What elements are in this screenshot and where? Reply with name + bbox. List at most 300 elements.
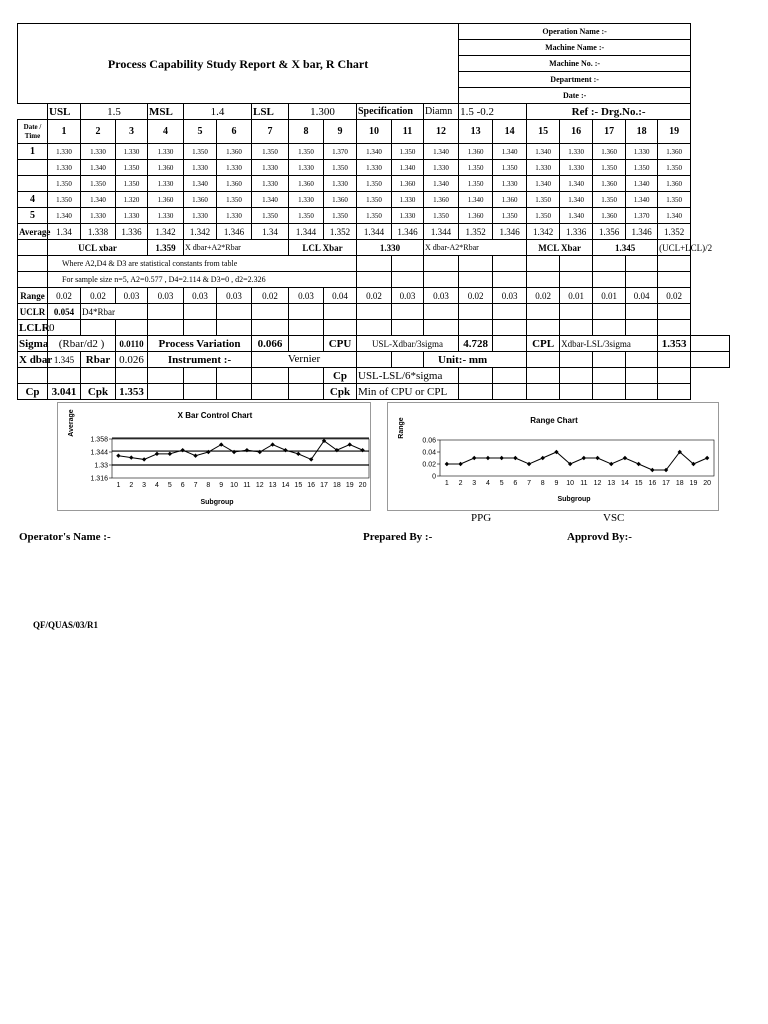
- reading-cell: 1.360: [324, 192, 357, 208]
- reading-cell: 1.340: [252, 192, 289, 208]
- reading-cell: 1.350: [116, 160, 148, 176]
- reading-cell: 1.330: [324, 176, 357, 192]
- range-data-point: [445, 462, 449, 466]
- range-data-point: [499, 456, 503, 460]
- cpu-formula: USL-Xdbar/3sigma: [357, 336, 459, 352]
- reading-row: [18, 192, 730, 208]
- doc-code: QF/QUAS/03/R1: [33, 620, 99, 630]
- range-chart: [387, 402, 719, 511]
- xbar-data-point: [129, 455, 133, 459]
- range-cell: 0.03: [148, 288, 184, 304]
- reading-cell: 1.350: [116, 176, 148, 192]
- average-cell: 1.344: [424, 224, 459, 240]
- spec-name: Diamn: [424, 104, 459, 120]
- reading-row-label: 4: [18, 192, 48, 208]
- xbar-x-tick-label: 1: [116, 482, 121, 489]
- department: Department :-: [459, 72, 691, 88]
- reading-cell: 1.350: [289, 144, 324, 160]
- range-x-tick-label: 11: [580, 480, 588, 487]
- range-cell: 0.01: [560, 288, 593, 304]
- average-cell: 1.346: [217, 224, 252, 240]
- lcl-xbar-label: LCL Xbar: [289, 240, 357, 256]
- average-cell: 1.352: [324, 224, 357, 240]
- reading-cell: 1.330: [217, 208, 252, 224]
- reading-cell: 1.330: [184, 160, 217, 176]
- reading-cell: 1.360: [658, 144, 691, 160]
- range-data-point: [527, 462, 531, 466]
- reading-row-label: [18, 176, 48, 192]
- reading-cell: 1.350: [392, 144, 424, 160]
- reading-cell: 1.360: [493, 192, 527, 208]
- range-y-tick-label: 0.04: [422, 449, 436, 457]
- range-chart-xlabel: Subgroup: [557, 496, 591, 503]
- xbar-data-point: [283, 448, 287, 452]
- range-data-point: [636, 462, 640, 466]
- cpl-label: CPL: [527, 336, 560, 352]
- range-data-point: [609, 462, 613, 466]
- cpk-formula: Min of CPU or CPL: [357, 384, 459, 400]
- msl-value: 1.4: [184, 104, 252, 120]
- xbar-x-tick-label: 6: [180, 482, 185, 489]
- xbar-x-tick-label: 9: [219, 482, 224, 489]
- xdbar-label: X dbar: [19, 353, 53, 366]
- reading-cell: 1.350: [527, 208, 560, 224]
- subgroup-header: 18: [626, 120, 658, 144]
- reading-cell: 1.330: [48, 144, 81, 160]
- reading-cell: 1.330: [148, 176, 184, 192]
- xdbar-value: 1.345: [48, 352, 81, 368]
- subgroup-header: 3: [116, 120, 148, 144]
- range-cell: 0.02: [357, 288, 392, 304]
- uclr-value: 0.054: [48, 304, 81, 320]
- capability-table: [17, 23, 730, 400]
- range-data-point: [705, 456, 709, 460]
- reading-cell: 1.350: [357, 176, 392, 192]
- uclr-formula: D4*Rbar: [81, 304, 148, 320]
- xbar-x-tick-label: 20: [358, 482, 367, 489]
- xbar-x-tick-label: 14: [281, 482, 290, 489]
- reading-cell: 1.330: [527, 160, 560, 176]
- xbar-x-tick-label: 5: [167, 482, 172, 489]
- process-variation-value: 0.066: [252, 336, 289, 352]
- average-cell: 1.344: [289, 224, 324, 240]
- range-y-tick-label: 0.02: [422, 461, 436, 469]
- reading-cell: 1.330: [252, 176, 289, 192]
- process-variation-label: Process Variation: [148, 336, 252, 352]
- xbar-x-tick-label: 12: [255, 482, 264, 489]
- subgroup-header: 9: [324, 120, 357, 144]
- reading-cell: 1.340: [626, 192, 658, 208]
- cp-label-right: Cp: [324, 368, 357, 384]
- sigma-value: 0.0110: [116, 336, 148, 352]
- range-x-tick-label: 1: [444, 480, 449, 487]
- xbar-x-tick-label: 15: [294, 482, 303, 489]
- reading-row-label: [18, 160, 48, 176]
- instrument-label: Instrument :-: [148, 352, 252, 368]
- sigma-label: Sigma: [19, 337, 49, 350]
- cp-label: Cp: [18, 384, 48, 400]
- subgroup-header: 11: [392, 120, 424, 144]
- xbar-chart-ylabel: Average: [68, 409, 75, 437]
- mcl-formula: (UCL+LCL)/2: [658, 240, 691, 256]
- range-cell: 0.03: [184, 288, 217, 304]
- subgroup-header: 17: [593, 120, 626, 144]
- usl-label: USL: [48, 104, 81, 120]
- sample-size-note: For sample size n=5, A2=0.577 , D4=2.114 & D3=0 , d2=2.326: [48, 272, 357, 288]
- reading-cell: 1.350: [217, 192, 252, 208]
- machine-no: Machine No. :-: [459, 56, 691, 72]
- average-cell: 1.352: [658, 224, 691, 240]
- reading-cell: 1.350: [357, 208, 392, 224]
- xbar-x-tick-label: 13: [268, 482, 277, 489]
- vsc-label: VSC: [603, 512, 625, 524]
- xbar-y-tick-label: 1.344: [90, 449, 108, 457]
- reading-cell: 1.330: [81, 144, 116, 160]
- average-cell: 1.336: [560, 224, 593, 240]
- xbar-data-point: [296, 452, 300, 456]
- reading-cell: 1.370: [324, 144, 357, 160]
- cpu-value: 4.728: [459, 336, 493, 352]
- ref-drg-no: Ref :- Drg.No.:-: [527, 104, 691, 120]
- xbar-data-point: [168, 452, 172, 456]
- mcl-xbar-label: MCL Xbar: [527, 240, 593, 256]
- xbar-y-tick-label: 1.316: [90, 475, 108, 483]
- xbar-data-point: [245, 448, 249, 452]
- reading-cell: 1.360: [658, 176, 691, 192]
- reading-cell: 1.330: [560, 160, 593, 176]
- rbar-label: Rbar: [81, 352, 116, 368]
- range-cell: 0.04: [324, 288, 357, 304]
- subgroup-header: 15: [527, 120, 560, 144]
- xbar-data-point: [206, 450, 210, 454]
- reading-cell: 1.360: [593, 144, 626, 160]
- prepared-by: Prepared By :-: [363, 531, 433, 543]
- reading-cell: 1.350: [289, 208, 324, 224]
- ppg-label: PPG: [471, 512, 492, 524]
- range-chart-svg: [388, 403, 718, 510]
- xbar-chart-xlabel: Subgroup: [200, 499, 234, 506]
- average-cell: 1.342: [527, 224, 560, 240]
- range-data-point: [650, 468, 654, 472]
- spec-label: Specification: [357, 104, 424, 120]
- average-cell: 1.338: [81, 224, 116, 240]
- average-cell: 1.356: [593, 224, 626, 240]
- uclr-label: UCLR: [18, 304, 48, 320]
- reading-cell: 1.330: [252, 160, 289, 176]
- cpl-value: 1.353: [658, 336, 691, 352]
- range-x-tick-label: 16: [648, 480, 657, 487]
- average-cell: 1.342: [148, 224, 184, 240]
- average-cell: 1.336: [116, 224, 148, 240]
- lcl-formula: X dbar-A2*Rbar: [424, 240, 527, 256]
- subgroup-header: 12: [424, 120, 459, 144]
- range-x-tick-label: 12: [593, 480, 602, 487]
- range-cell: 0.02: [527, 288, 560, 304]
- xbar-data-point: [232, 450, 236, 454]
- reading-cell: 1.340: [392, 160, 424, 176]
- cp-value: 3.041: [48, 384, 81, 400]
- range-data-point: [513, 456, 517, 460]
- rbar-value: 0.026: [116, 352, 148, 368]
- xbar-data-point: [219, 442, 223, 446]
- range-x-tick-label: 2: [458, 480, 463, 487]
- xbar-x-tick-label: 18: [332, 482, 341, 489]
- range-cell: 0.02: [48, 288, 81, 304]
- xbar-x-tick-label: 11: [243, 482, 251, 489]
- reading-cell: 1.330: [392, 192, 424, 208]
- operation-name: Operation Name :-: [459, 24, 691, 40]
- xbar-plot-area: [112, 439, 369, 478]
- sigma-formula: (Rbar/d2 ): [48, 336, 116, 352]
- reading-cell: 1.330: [392, 208, 424, 224]
- range-data-point: [472, 456, 476, 460]
- reading-cell: 1.350: [48, 192, 81, 208]
- reading-cell: 1.330: [148, 208, 184, 224]
- lcl-xbar-value: 1.330: [357, 240, 424, 256]
- xbar-data-point: [258, 450, 262, 454]
- xbar-x-tick-label: 4: [155, 482, 159, 489]
- xbar-data-point: [180, 448, 184, 452]
- reading-cell: 1.350: [184, 144, 217, 160]
- reading-cell: 1.340: [424, 176, 459, 192]
- range-cell: 0.02: [459, 288, 493, 304]
- average-cell: 1.34: [48, 224, 81, 240]
- range-chart-ylabel: Range: [398, 417, 405, 439]
- reading-cell: 1.360: [459, 208, 493, 224]
- reading-cell: 1.330: [217, 160, 252, 176]
- subgroup-header: 10: [357, 120, 392, 144]
- subgroup-header: 16: [560, 120, 593, 144]
- average-cell: 1.34: [252, 224, 289, 240]
- xbar-x-tick-label: 3: [142, 482, 147, 489]
- report-sheet: [17, 23, 730, 400]
- reading-cell: 1.350: [81, 176, 116, 192]
- average-cell: 1.352: [459, 224, 493, 240]
- reading-cell: 1.350: [658, 192, 691, 208]
- constants-note: Where A2,D4 & D3 are statistical constants from table: [48, 256, 357, 272]
- range-data-point: [486, 456, 490, 460]
- reading-row-label: 1: [18, 144, 48, 160]
- average-cell: 1.346: [493, 224, 527, 240]
- range-x-tick-label: 4: [485, 480, 490, 487]
- cpk-label-right: Cpk: [324, 384, 357, 400]
- xbar-chart-svg: [58, 403, 370, 510]
- range-data-point: [458, 462, 462, 466]
- xbar-chart-title: X Bar Control Chart: [177, 411, 253, 420]
- range-cell: 0.03: [392, 288, 424, 304]
- subgroup-header: 6: [217, 120, 252, 144]
- reading-cell: 1.360: [392, 176, 424, 192]
- average-label: Average: [18, 224, 48, 240]
- xbar-chart: [57, 402, 371, 511]
- machine-name: Machine Name :-: [459, 40, 691, 56]
- reading-cell: 1.330: [424, 160, 459, 176]
- reading-cell: 1.340: [560, 192, 593, 208]
- xbar-series-line: [118, 441, 362, 460]
- reading-cell: 1.350: [324, 160, 357, 176]
- range-x-tick-label: 8: [540, 480, 545, 487]
- xbar-data-point: [193, 454, 197, 458]
- reading-cell: 1.350: [493, 160, 527, 176]
- reading-cell: 1.330: [289, 192, 324, 208]
- reading-cell: 1.330: [184, 208, 217, 224]
- range-x-tick-label: 7: [527, 480, 532, 487]
- xbar-x-tick-label: 2: [129, 482, 134, 489]
- range-cell: 0.01: [593, 288, 626, 304]
- xbar-data-point: [360, 448, 364, 452]
- msl-label: MSL: [148, 104, 184, 120]
- average-cell: 1.346: [626, 224, 658, 240]
- average-cell: 1.342: [184, 224, 217, 240]
- xbar-data-point: [270, 442, 274, 446]
- average-cell: 1.346: [392, 224, 424, 240]
- xbar-x-tick-label: 16: [307, 482, 316, 489]
- range-cell: 0.03: [424, 288, 459, 304]
- reading-cell: 1.350: [459, 160, 493, 176]
- range-cell: 0.02: [252, 288, 289, 304]
- average-cell: 1.344: [357, 224, 392, 240]
- reading-cell: 1.330: [493, 176, 527, 192]
- reading-row-label: 5: [18, 208, 48, 224]
- xbar-data-point: [155, 452, 159, 456]
- reading-cell: 1.350: [324, 208, 357, 224]
- reading-row: [18, 160, 730, 176]
- range-cell: 0.03: [116, 288, 148, 304]
- reading-cell: 1.340: [527, 144, 560, 160]
- range-cell: 0.02: [81, 288, 116, 304]
- reading-cell: 1.350: [593, 192, 626, 208]
- cpk-label: Cpk: [81, 384, 116, 400]
- ucl-xbar-label: UCL xbar: [48, 240, 148, 256]
- reading-cell: 1.360: [424, 192, 459, 208]
- reading-cell: 1.340: [48, 208, 81, 224]
- reading-cell: 1.360: [459, 144, 493, 160]
- usl-value: 1.5: [81, 104, 148, 120]
- mcl-xbar-value: 1.345: [593, 240, 658, 256]
- range-x-tick-label: 6: [513, 480, 518, 487]
- reading-cell: 1.340: [626, 176, 658, 192]
- reading-cell: 1.350: [527, 192, 560, 208]
- xbar-x-tick-label: 17: [320, 482, 328, 489]
- range-series-line: [447, 452, 707, 470]
- range-cell: 0.03: [217, 288, 252, 304]
- range-label: Range: [18, 288, 48, 304]
- xbar-data-point: [348, 442, 352, 446]
- cpl-formula: Xdbar-LSL/3sigma: [560, 336, 658, 352]
- range-x-tick-label: 18: [675, 480, 684, 487]
- lsl-value: 1.300: [289, 104, 357, 120]
- reading-row: [18, 176, 730, 192]
- reading-cell: 1.330: [626, 144, 658, 160]
- reading-cell: 1.350: [658, 160, 691, 176]
- reading-cell: 1.340: [459, 192, 493, 208]
- reading-cell: 1.350: [252, 208, 289, 224]
- date-field: Date :-: [459, 88, 691, 104]
- range-cell: 0.02: [658, 288, 691, 304]
- reading-cell: 1.330: [560, 144, 593, 160]
- reading-cell: 1.330: [148, 144, 184, 160]
- unit-label: Unit:- mm: [424, 352, 527, 368]
- spec-value: 1.5 -0.2: [459, 104, 527, 120]
- range-x-tick-label: 3: [472, 480, 477, 487]
- lclr-value: 0: [48, 320, 81, 336]
- reading-cell: 1.360: [593, 176, 626, 192]
- reading-cell: 1.330: [289, 160, 324, 176]
- reading-cell: 1.360: [217, 144, 252, 160]
- range-x-tick-label: 15: [634, 480, 643, 487]
- reading-cell: 1.330: [116, 144, 148, 160]
- range-x-tick-label: 9: [554, 480, 559, 487]
- subgroup-header: 14: [493, 120, 527, 144]
- reading-cell: 1.370: [626, 208, 658, 224]
- xbar-y-tick-label: 1.33: [94, 462, 108, 470]
- subgroup-header: 19: [658, 120, 691, 144]
- subgroup-header: 5: [184, 120, 217, 144]
- reading-cell: 1.350: [493, 208, 527, 224]
- xbar-x-tick-label: 7: [193, 482, 198, 489]
- reading-cell: 1.360: [289, 176, 324, 192]
- range-x-tick-label: 17: [662, 480, 670, 487]
- cpu-label: CPU: [324, 336, 357, 352]
- xbar-x-tick-label: 19: [345, 482, 354, 489]
- subgroup-header: 2: [81, 120, 116, 144]
- reading-cell: 1.340: [81, 160, 116, 176]
- range-y-tick-label: 0: [432, 473, 436, 481]
- range-x-tick-label: 13: [607, 480, 616, 487]
- reading-cell: 1.340: [658, 208, 691, 224]
- reading-cell: 1.340: [424, 144, 459, 160]
- reading-cell: 1.350: [626, 160, 658, 176]
- lsl-label: LSL: [252, 104, 289, 120]
- reading-cell: 1.340: [493, 144, 527, 160]
- range-data-point: [541, 456, 545, 460]
- range-chart-title: Range Chart: [530, 416, 578, 425]
- range-x-tick-label: 5: [499, 480, 504, 487]
- subgroup-header: 13: [459, 120, 493, 144]
- reading-cell: 1.350: [357, 192, 392, 208]
- range-x-tick-label: 10: [566, 480, 575, 487]
- reading-cell: 1.340: [527, 176, 560, 192]
- range-x-tick-label: 20: [703, 480, 712, 487]
- reading-cell: 1.330: [81, 208, 116, 224]
- operator-name: Operator's Name :-: [19, 531, 111, 543]
- range-x-tick-label: 14: [621, 480, 629, 487]
- ucl-xbar-value: 1.359: [148, 240, 184, 256]
- cpk-value: 1.353: [116, 384, 148, 400]
- reading-cell: 1.330: [357, 160, 392, 176]
- range-x-tick-label: 19: [689, 480, 698, 487]
- reading-row: [18, 144, 730, 160]
- reading-cell: 1.360: [148, 192, 184, 208]
- report-title: Process Capability Study Report & X bar, R Chart: [18, 24, 459, 104]
- approved-by: Approvd By:-: [567, 531, 632, 543]
- subgroup-header: 4: [148, 120, 184, 144]
- reading-cell: 1.350: [424, 208, 459, 224]
- xbar-x-tick-label: 10: [230, 482, 238, 489]
- xbar-x-tick-label: 8: [206, 482, 211, 489]
- reading-cell: 1.360: [148, 160, 184, 176]
- cp-formula: USL-LSL/6*sigma: [357, 368, 459, 384]
- xbar-y-tick-label: 1.358: [90, 436, 108, 444]
- xbar-data-point: [142, 457, 146, 461]
- reading-cell: 1.330: [116, 208, 148, 224]
- reading-cell: 1.350: [252, 144, 289, 160]
- lclr-label: LCLR: [19, 321, 50, 334]
- instrument-value: Vernier: [252, 352, 357, 368]
- ucl-formula: X dbar+A2*Rbar: [184, 240, 289, 256]
- xbar-data-point: [116, 454, 120, 458]
- reading-cell: 1.360: [217, 176, 252, 192]
